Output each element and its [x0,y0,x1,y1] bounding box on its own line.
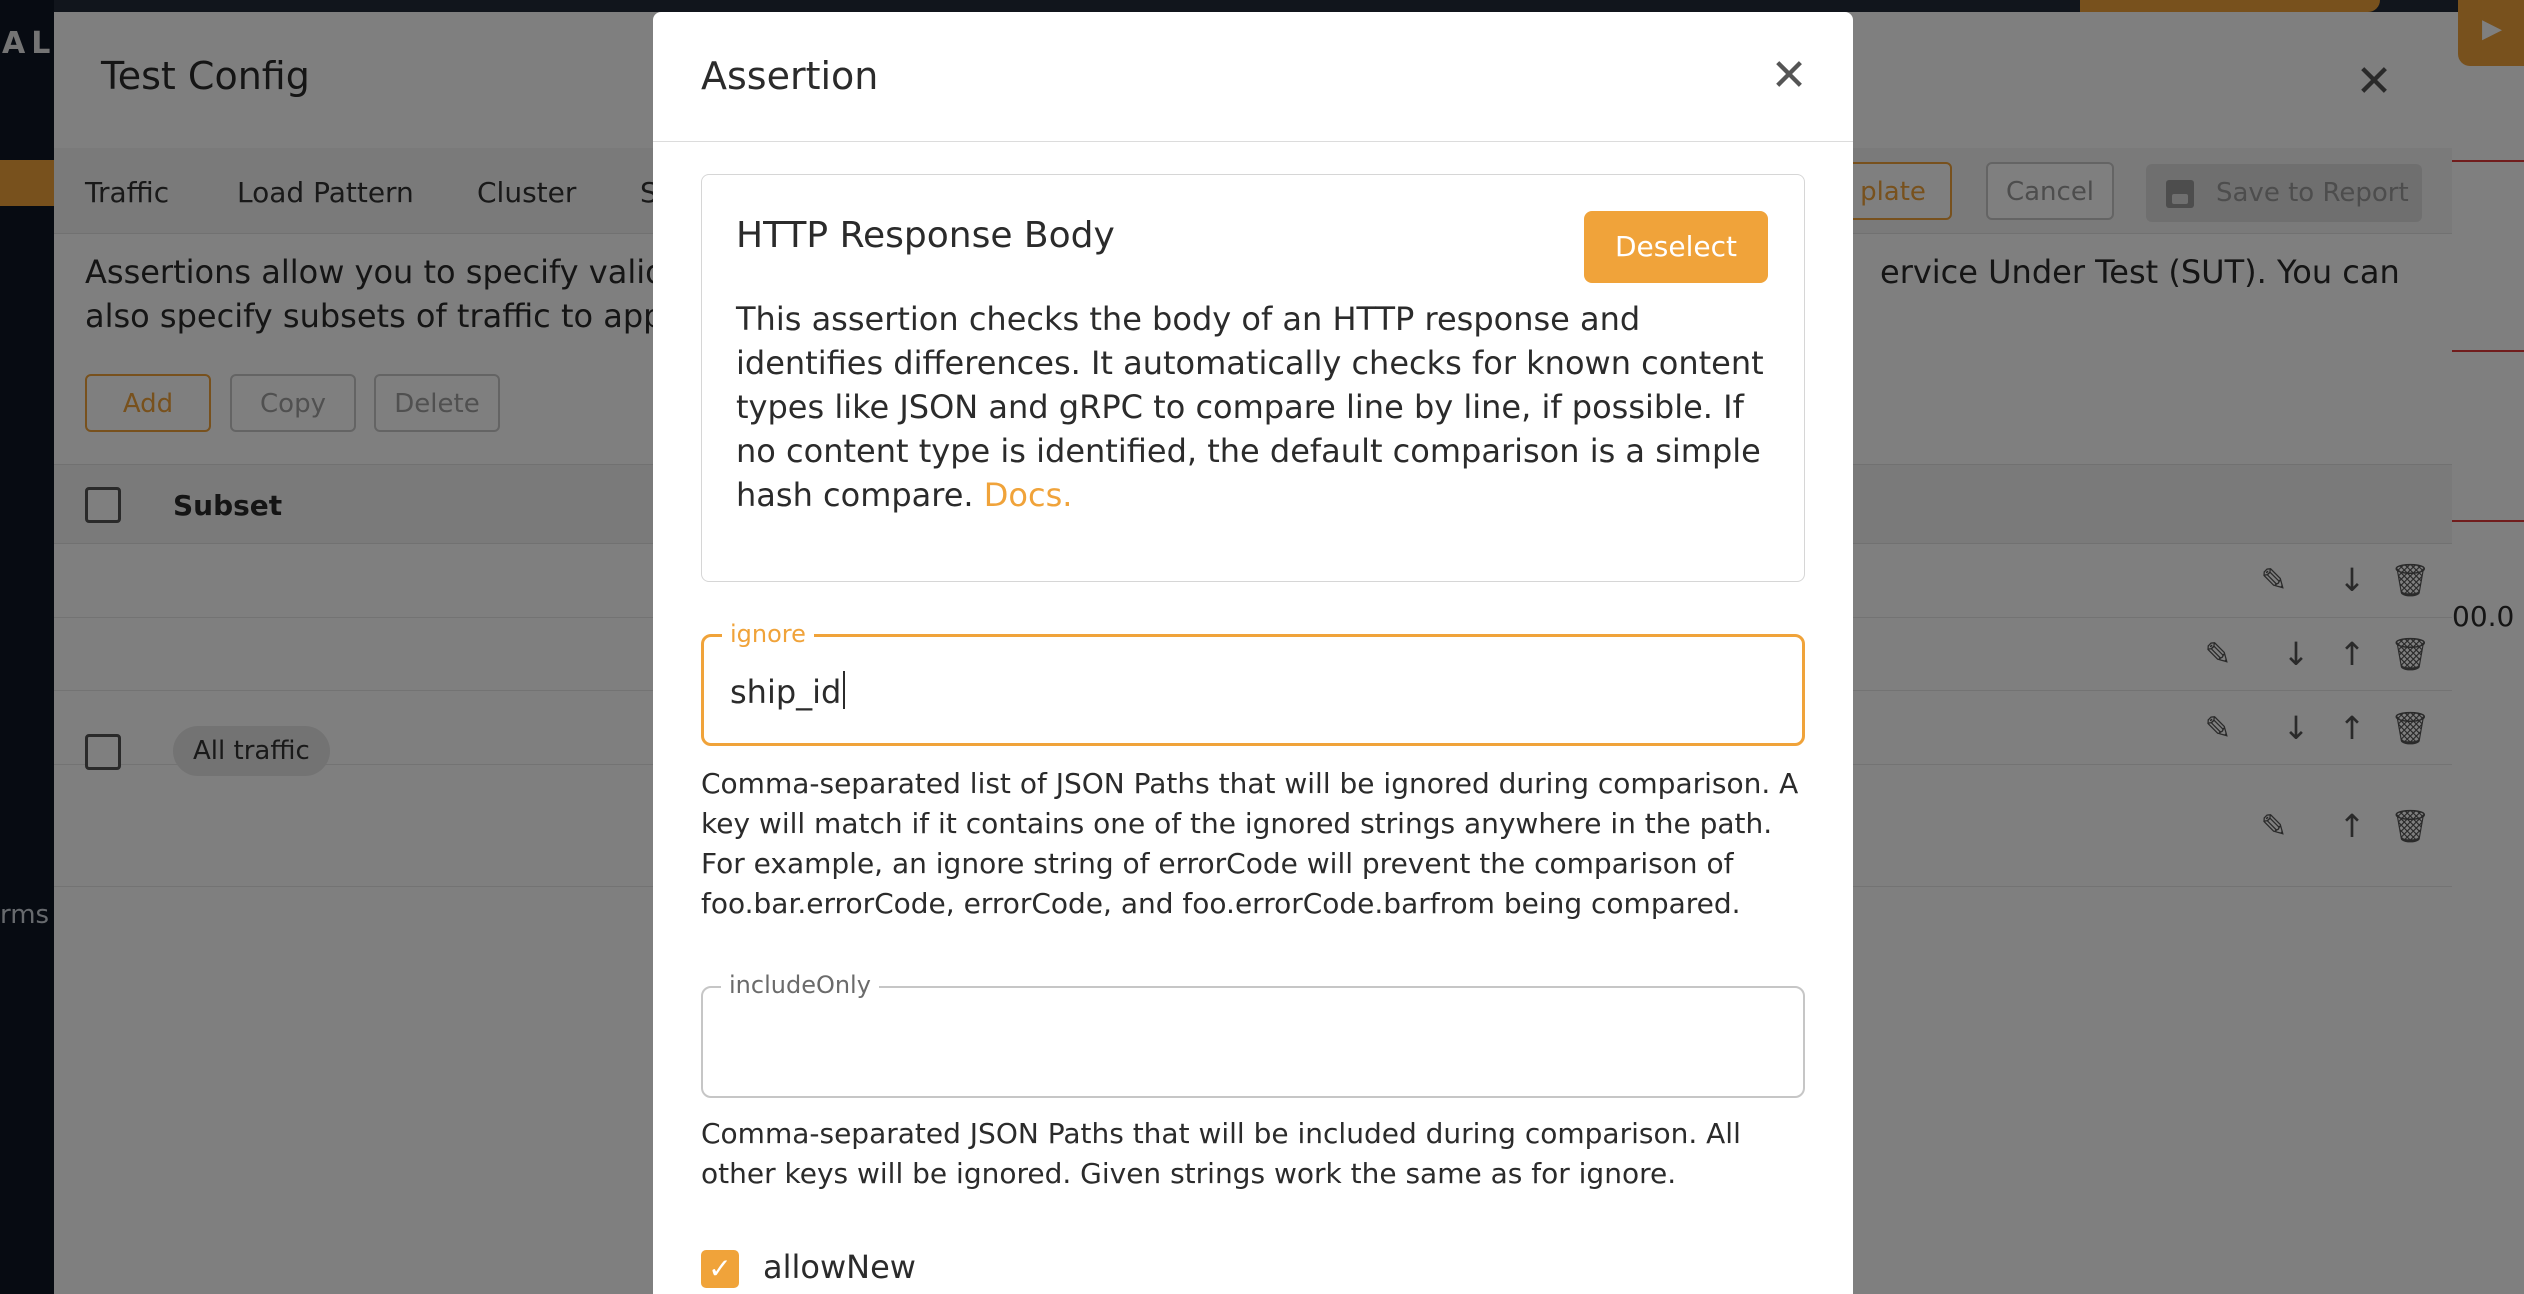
deselect-button[interactable]: Deselect [1584,211,1768,283]
ignore-input[interactable] [730,671,845,711]
allow-new-label: allowNew [763,1248,916,1286]
docs-link[interactable]: Docs. [983,476,1073,514]
modal-title: Assertion [701,54,879,98]
ignore-field-label: ignore [722,619,814,649]
assertion-modal [653,12,1853,1294]
card-description-text: This assertion checks the body of an HTTP response and identifies differences. It automatically checks for known content types like JSON and gRPC to compare line by line, if possible. If no content type is identified, the default comparison is a simple hash compare. [736,300,1764,514]
allow-new-checkbox[interactable]: ✓ [701,1250,739,1288]
close-icon[interactable]: ✕ [1770,50,1808,101]
ignore-input-value: ship_id [730,673,842,711]
modal-header [653,12,1853,142]
include-only-helper-text: Comma-separated JSON Paths that will be included during comparison. All other keys will be ignored. Given strings work the same as for ignore. [701,1117,1741,1190]
ignore-field[interactable] [701,620,1805,746]
assertion-card [701,174,1805,582]
card-description [736,297,1776,517]
ignore-helper-text: Comma-separated list of JSON Paths that will be ignored during comparison. A key will match if it contains one of the ignored strings anywhere in the path. For example, an ignore string of errorCode will prevent the comparison of foo.bar.errorCode, errorCode, and foo.errorCode.barfrom being compared. [701,767,1799,920]
include-only-field-label: includeOnly [721,970,879,1000]
include-only-field[interactable] [701,971,1805,1098]
card-title: HTTP Response Body [736,215,1115,256]
text-caret [843,671,845,709]
